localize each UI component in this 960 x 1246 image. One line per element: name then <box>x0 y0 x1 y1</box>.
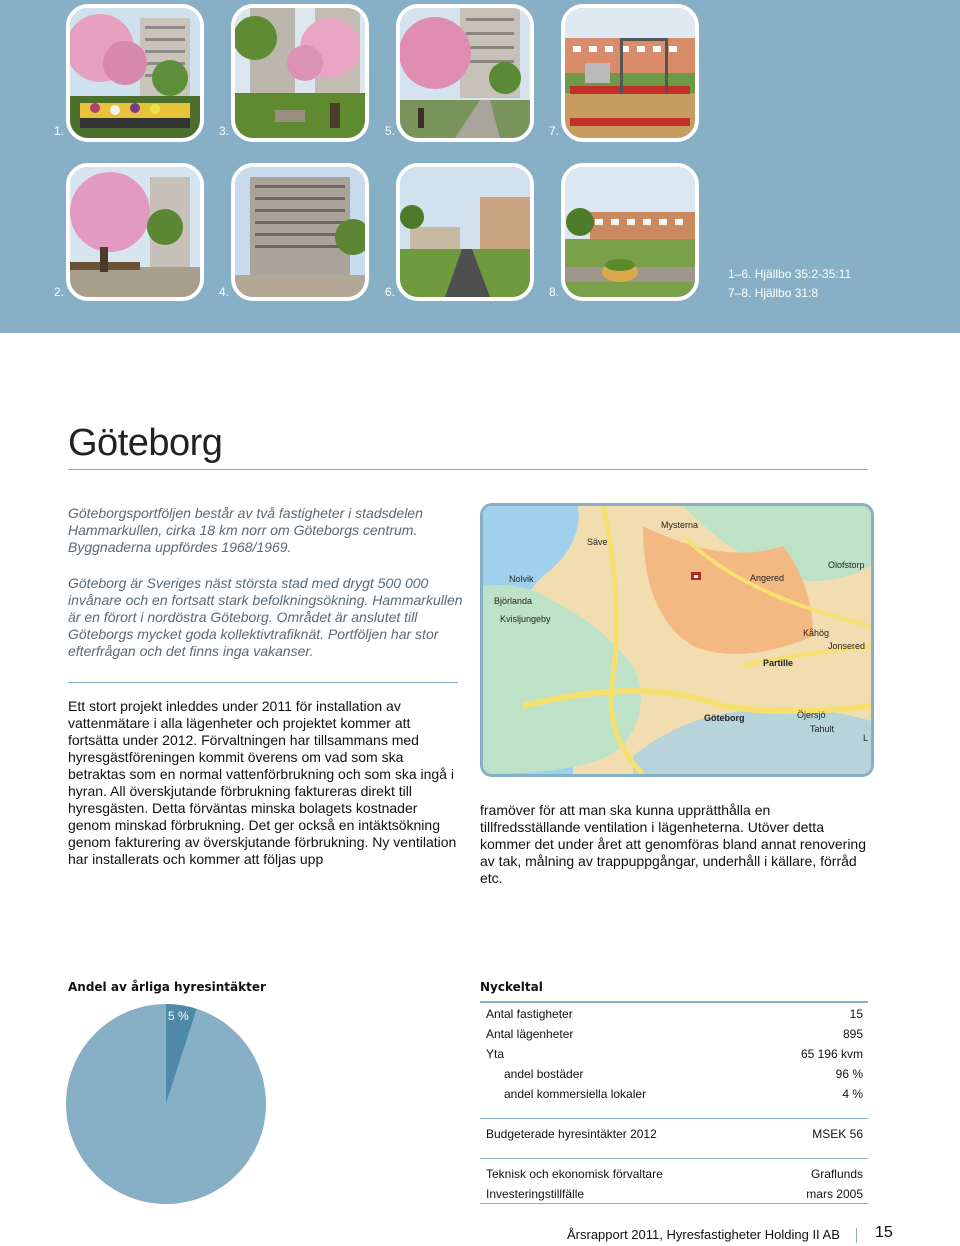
key-figures-rule <box>480 1118 868 1119</box>
footer-text: Årsrapport 2011, Hyresfastigheter Holding II AB <box>567 1227 840 1242</box>
pie-slice-label: 5 % <box>168 1009 189 1023</box>
key-figure-row <box>480 1184 868 1204</box>
key-figure-row <box>480 1084 868 1104</box>
key-figure-label: Antal lägenheter <box>486 1027 574 1041</box>
key-figure-label: Budgeterade hyresintäkter 2012 <box>486 1127 657 1141</box>
key-figure-label: Investeringstillfälle <box>486 1187 585 1201</box>
photo-4 <box>231 163 369 301</box>
photo-number-5: 5. <box>385 124 396 138</box>
photo-1 <box>66 4 204 142</box>
footer-divider <box>856 1228 857 1243</box>
photo-number-7: 7. <box>549 124 560 138</box>
map-label-goteborg: Göteborg <box>704 713 745 723</box>
map-label-bjorlanda: Björlanda <box>494 596 533 606</box>
key-figure-row <box>480 1024 868 1044</box>
body-text-left: Ett stort projekt inleddes under 2011 för installation av vattenmätare i alla lägenheter och projektet kommer att fortsätta under 2012. Förvaltningen har tillsammans med hyresgästföreningen kommit överens om vad som ska betraktas som en normal vattenförbrukning och som ska ingå i hyran. All överskjutande förbrukning faktureras direkt till hyresgästen. Detta förväntas minska bolagets kostnader genom minskad förbrukning. Det ger också en intäktsökning genom fakturering av överskjutande förbrukning. Ny ventilation har installerats och kommer att följas upp <box>68 698 457 867</box>
map-label-kahog: Kåhög <box>803 628 830 638</box>
key-figure-row <box>480 1124 868 1144</box>
key-figure-value: 15 <box>849 1007 863 1021</box>
photo-number-6: 6. <box>385 285 396 299</box>
page-title: Göteborg <box>68 422 223 464</box>
photo-number-3: 3. <box>219 124 230 138</box>
photo-number-1: 1. <box>54 124 65 138</box>
map-label-l: L <box>863 733 869 743</box>
photo-caption <box>728 265 851 303</box>
key-figure-value: 65 196 kvm <box>800 1047 863 1061</box>
page-number: 15 <box>875 1224 893 1241</box>
photo-2 <box>66 163 204 301</box>
intro-rule <box>68 682 458 683</box>
key-figure-value: Graflunds <box>810 1167 863 1181</box>
body-text-right: framöver för att man ska kunna upprätthålla en tillfredsställande ventilation i lägenheterna. Utöver detta kommer det under året att genomföras bland annat renovering av tak, målning av trappuppgångar, underhåll i källare, förråd etc. <box>480 802 867 886</box>
photo-5 <box>396 4 534 142</box>
photo-number-8: 8. <box>549 285 560 299</box>
map-label-partille: Partille <box>763 658 794 668</box>
key-figure-row <box>480 1164 868 1184</box>
photo-3 <box>231 4 369 142</box>
photo-8 <box>561 163 699 301</box>
key-figures-bottom-rule <box>480 1203 868 1204</box>
photo-caption-line-2: 7–8. Hjällbo 31:8 <box>728 286 819 300</box>
key-figure-label: Teknisk och ekonomisk förvaltare <box>486 1167 663 1181</box>
pie-slice-2 <box>66 1004 266 1204</box>
key-figure-label: andel bostäder <box>504 1067 584 1081</box>
key-figure-value: 895 <box>842 1027 863 1041</box>
map-label-mysterna: Mysterna <box>661 520 699 530</box>
key-figure-label: Antal fastigheter <box>486 1007 573 1021</box>
map-label-tahult: Tahult <box>810 724 835 734</box>
key-figures-rule <box>480 1158 868 1159</box>
photo-caption-line-1: 1–6. Hjällbo 35:2-35:11 <box>728 267 852 281</box>
key-figure-row <box>480 1064 868 1084</box>
location-map <box>480 503 874 777</box>
pie-chart-title: Andel av årliga hyresintäkter <box>68 980 266 994</box>
photo-6 <box>396 163 534 301</box>
key-figure-value: mars 2005 <box>806 1187 863 1201</box>
key-figure-row <box>480 1004 868 1024</box>
photo-number-2: 2. <box>54 285 65 299</box>
map-label-jonsered: Jonsered <box>828 641 866 651</box>
map-label-save: Säve <box>587 537 608 547</box>
key-figure-value: 96 % <box>835 1067 863 1081</box>
key-figures-top-rule <box>480 1001 868 1003</box>
key-figure-row <box>480 1044 868 1064</box>
map-label-angered: Angered <box>750 573 785 583</box>
rent-share-pie-chart <box>66 1004 266 1204</box>
key-figure-value: MSEK 56 <box>812 1127 863 1141</box>
key-figure-label: andel kommersiella lokaler <box>504 1087 647 1101</box>
map-label-nolvik: Nolvik <box>509 574 534 584</box>
photo-7 <box>561 4 699 142</box>
key-figure-label: Yta <box>486 1047 505 1061</box>
photo-number-4: 4. <box>219 285 230 299</box>
intro-paragraph-1: Göteborgsportföljen består av två fastigheter i stadsdelen Hammarkullen, cirka 18 km norr om Göteborgs centrum. Byggnaderna uppfördes 1968/1969. <box>68 505 423 555</box>
title-rule <box>68 469 868 470</box>
map-label-kvisljungeby: Kvisljungeby <box>500 614 551 624</box>
intro-paragraph-2: Göteborg är Sveriges näst största stad med drygt 500 000 invånare och en fortsatt stark befolkningsökning. Hammarkullen är en förort i nordöstra Göteborg. Området är anslutet till Göteborgs mycket goda kollektivtrafiknät. Portföljen har stor efterfrågan och det finns inga vakanser. <box>68 575 463 659</box>
map-label-ojersjo: Öjersjö <box>797 710 826 720</box>
map-label-olofstorp: Olofstorp <box>828 560 865 570</box>
key-figure-value: 4 % <box>842 1087 863 1101</box>
key-figures-title: Nyckeltal <box>480 980 543 994</box>
